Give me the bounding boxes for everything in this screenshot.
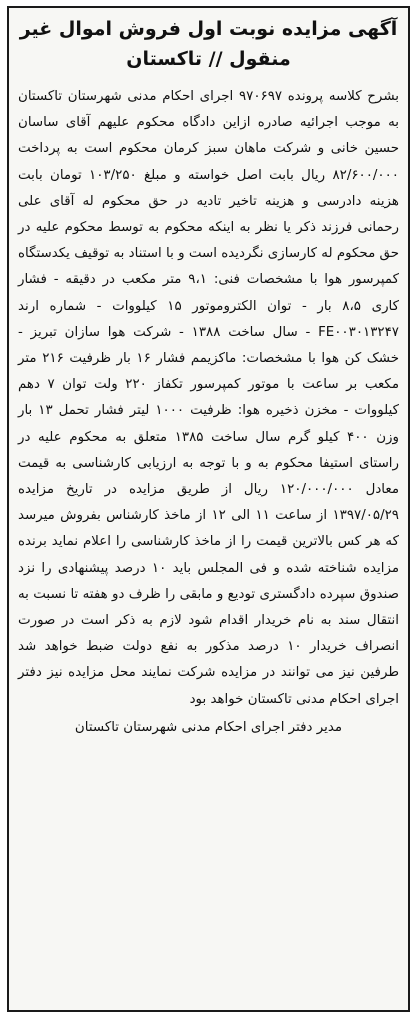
legal-notice [7,6,410,1012]
notice-signature: مدیر دفتر اجرای احکام مدنی شهرستان تاکستان [74,719,343,735]
notice-title-line-2: منقول // تاکستان [126,48,291,70]
notice-title-line-1: آگهی مزایده نوبت اول فروش اموال غیر [19,18,398,40]
notice-body: بشرح کلاسه پرونده ۹۷۰۶۹۷ اجرای احکام مدنی شهرستان تاکستان به موجب اجرائیه صادره ازاین دادگاه محکوم علیهم آقای ساسان حسین خانی و شرکت ماهان سبز کرمان محکوم است به پرداخت ۸۲/۶۰۰/۰۰۰ ریال بابت اصل خواسته و مبلغ ۱۰۳/۲۵۰ تومان بابت هزینه دادرسی و هزینه تاخیر تادیه در حق محکوم له آقای علی رحمانی فرزند ذکر یا نظر به اینکه محکوم به توسط محکوم علیه در حق محکوم له کارسازی نگردیده است و با استناد به توقیف یکدستگاه کمپرسور هوا با مشخصات فنی: ۹،۱ متر مکعب در دقیقه - فشار کاری ۸،۵ بار - توان الکتروموتور ۱۵ کیلووات - شماره ارند FE۰۰۳۰۱۳۲۴۷ - سال ساخت ۱۳۸۸ - شرکت هوا سازان تبریز - خشک کن هوا با مشخصات: ماکزیمم فشار ۱۶ بار ظرفیت ۲۱۶ متر مکعب بر ساعت با موتور کمپرسور تکفاز ۲۲۰ ولت توان ۷ دهم کیلووات - مخزن ذخیره هوا: ظرفیت ۱۰۰۰ لیتر فشار تحمل ۱۳ بار وزن ۴۰۰ کیلو گرم سال ساخت ۱۳۸۵ متعلق به محکوم علیه در راستای استیفا محکوم به و با توجه به ارزیابی کارشناسی به قیمت معادل ۱۲۰/۰۰۰/۰۰۰ ریال از طریق مزایده در تاریخ مزایده ۱۳۹۷/۰۵/۲۹ از ساعت ۱۱ الی ۱۲ از ماخذ کارشناس بفروش میرسد که هر کس بالاترین قیمت را از ماخذ کارشناسی را اعلام نماید برنده مزایده شناخته شده و فی المجلس باید ۱۰ درصد پیشنهادی را نزد صندوق سپرده دادگستری تودیع و مابقی را ظرف دو هفته تا نسبت به انتقال سند به نام خریدار اقدام شود لازم به ذکر است در صورت انصراف خریدار ۱۰ درصد مذکور به نفع دولت ضبط خواهد شد طرفین نیز می توانند در مزایده شرکت نمایند محل مزایده نیز دفتر اجرای احکام مدنی تاکستان خواهد بود [18,89,400,707]
notice-title [18,14,399,74]
